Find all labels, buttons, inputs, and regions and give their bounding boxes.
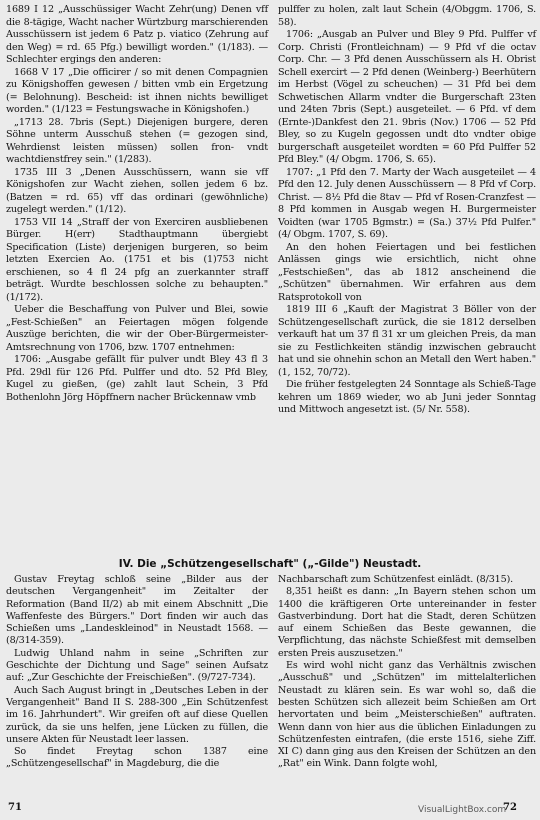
paragraph-1713: „1713 28. 7bris (Sept.) Diejenigen burgere, deren Söhne unterm Ausschuß stehen (= gezogen sind, Wehrdienst leisten müssen) sollen fron- vndt wachtdienstfrey sein." (1/283). [6,116,268,165]
bottom-left-text-column [6,574,268,771]
paragraph-1668: 1668 V 17 „Die officirer / so mit denen Compagnien zu Königshoffen gewesen / bitten vmb ein Ergetzung (= Belohnung). Bescheid: ist ihnen nichts bewilliget worden." (1/123 = Festungswache in Königshofen.) [6,66,268,115]
page-number-left: 71 [8,802,22,813]
watermark-text: VisualLightBox.com [418,805,507,815]
bottom-right-text-column [278,574,536,771]
paragraph-1819: 1819 III 6 „Kauft der Magistrat 3 Böller von der Schützengesellschaft zurück, die sie 1812 derselben verkauft hat um 37 fl 31 xr um gleichen Preis, da man sie zu Festlichkeiten ständig inzwischen gebraucht hat und sie ohnehin schon an Metall den Wert haben." (1, 152, 70/72). [278,304,536,378]
paragraph-nachbarschaft: Nachbarschaft zum Schützenfest einlädt. (8/315). [278,574,514,585]
paragraph-festschiessen: An den hohen Feiertagen und bei festlichen Anlässen gings wie ersichtlich, nicht ohne „Festschießen", das ab 1812 anscheinend die „Schützen" übernahmen. Wir erfahren aus dem Ratsprotokoll von [278,241,536,303]
paragraph-sach-august: Auch Sach August bringt in „Deutsches Leben in der Vergangenheit" Band II S. 288-300 „Ein Schützenfest im 16. Jahrhundert". Wir greifen oft auf diese Quellen zurück, da sie uns helfen, jene Lücken zu füllen, die unsere Akten für Neustadt leer lassen. [6,684,268,745]
paragraph-freytag: Gustav Freytag schloß seine „Bilder aus der deutschen Vergangenheit" im Zeitalter der Reformation (Band II/2) ab mit einem Abschnitt „Die Waffenfeste des Bürgers." Dort finden wir auch das Schießen ums „Landeskleinod" in Neustadt 1568. — (8/314-359). [6,574,268,647]
paragraph-bayern: 8,351 heißt es dann: „In Bayern stehen schon um 1400 die kräftigeren Orte untereinander in fester Gastverbindung. Dort hat die Stadt, deren Schützen auf einem Schießen das Beste gewannen, die Verpflichtung, das nächste Schießfest mit demselben ersten Preis auszusetzen." [278,586,536,659]
paragraph-pulver-blei: Ueber die Beschaffung von Pulver und Blei, sowie „Fest-Schießen" an Feiertagen mögen folgende Auszüge berichten, die wir der Ober-Bürgermeister-Amtsrechnung von 1706, bzw. 1707 entnehmen: [6,304,268,353]
page-number-right: 72 [503,802,517,813]
paragraph-magdeburg: So findet Freytag schon 1387 eine „Schützengesellschaf" in Magdeburg, die die [6,746,268,770]
paragraph-schiess-tage: Die früher festgelegten 24 Sonntage als Schieß-Tage kehren um 1869 wieder, wo ab Juni jeder Sonntag und Mittwoch angesetzt ist. (5/ Nr. 558). [278,379,536,415]
paragraph-ausschuss-schuetzen: Es wird wohl nicht ganz das Verhältnis zwischen „Ausschuß" und „Schützen" im mittelalterlichen Neustadt zu klären sein. Es war wohl so, daß die besten Schützen sich allezeit beim Schießen am Ort hervortaten und beim „Meisterschießen" auftraten. Wenn dann von hier aus die üblichen Einladungen zu Schützenfesten eintrafen, (die erste 1516, siehe Ziff. XI C) dann ging aus den Kreisen der Schützen an den „Rat" ein Wink. Dann folgte wohl, [278,660,536,770]
paragraph-1735: 1735 III 3 „Denen Ausschüssern, wann sie vff Königshofen zur Wacht ziehen, sollen jedem 6 bz. (Batzen = rd. 65) vff das ordinari (gewöhnliche) zugelegt werden." (1/12). [6,166,268,215]
right-text-column [278,4,536,417]
paragraph-1753: 1753 VII 14 „Straff der von Exerciren ausbliebenen Bürger. H(err) Stadthauptmann übergiebt Specification (Liste) derjenigen burgeren, so beim letzten Exercien Ao. (1751 et bis (1)753 nicht erschienen, so 4 fl 24 pfg an zuerkannter straff beträgt. Wurdte beschlossen solche zu behaupten." (1/172). [6,216,268,303]
section-heading: IV. Die „Schützengesellschaft" („-Gilde") Neustadt. [118,558,422,570]
paragraph-pulffer-holen: pulffer zu holen, zalt laut Schein (4/Obggm. 1706, S. 58). [278,4,536,28]
left-text-column [6,4,268,404]
paragraph-1707: 1707: „1 Pfd den 7. Marty der Wach ausgeteilet — 4 Pfd den 12. July denen Ausschüssern — 8 Pfd vf Corp. Christ. — 8½ Pfd die 8tav — Pfd vf Rosen-Cranzfest — 8 Pfd kommen in Ausgab wegen H. Burgermeister Voidten (war 1705 Bgmstr.) = (Sa.) 37½ Pfd Pulfer." (4/ Obgm. 1707, S. 69). [278,166,536,240]
paragraph-1689: 1689 I 12 „Ausschüssiger Wacht Zehr(ung) Denen vff die 8-tägige, Wacht nacher Würtzburg marschierenden Ausschüssern ist jedem 6 Patz p. viatico (Zehrung auf den Weg) = rd. 65 Pfg.) bewilligt worden." (1/183). — Schlechter ergings den anderen: [6,4,268,65]
paragraph-1706-ausgabe: 1706: „Ausgabe gefällt für pulver undt Bley 43 fl 3 Pfd. 29dl für 126 Pfd. Pulffer und dto. 52 Pfd Bley, Kugel zu gießen, (ge) zahlt laut Schein, 3 Pfd Bothenlohn Jörg Höpffnern nacher Brückennaw vmb [6,354,268,403]
paragraph-1706-bley: 1706: „Ausgab an Pulver und Bley 9 Pfd. Pulffer vf Corp. Christi (Frontleichnam) — 9 Pfd vf die octav Corp. Chr. — 3 Pfd denen Ausschüssern als H. Obrist Schell exercirt — 2 Pfd denen (Weinberg-) Beerhütern im Herbst (Vögel zu scheuchen) — 31 Pfd bei dem Schwetischen Allarm vndter die Burgerschaft 23ten und 24ten 7bris (Sept.) ausgeteilet. — 6 Pfd. vf dem (Ernte-)Dankfest den 21. 9bris (Nov.) 1706 — 52 Pfd Bley, so zu Kugeln gegossen undt dto vndter obige burgerschaft ausgeteilet wordten = 60 Pfd Pulffer 52 Pfd Bley." (4/ Obgm. 1706, S. 65). [278,29,536,165]
paragraph-uhland: Ludwig Uhland nahm in seine „Schriften zur Geschichte der Dichtung und Sage" seinen Aufsatz auf: „Zur Geschichte der Freischießen". (9/727-734). [6,647,268,684]
